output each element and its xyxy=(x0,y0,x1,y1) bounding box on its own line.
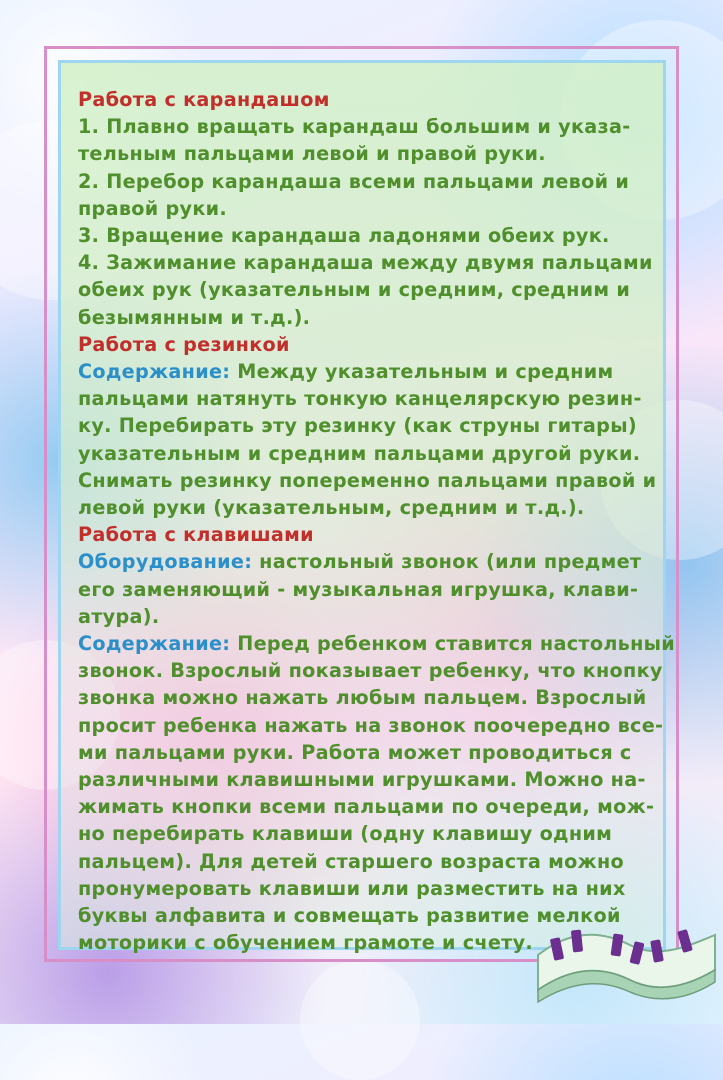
section-heading-rubber-band: Работа с резинкой xyxy=(78,332,290,356)
section-heading-pencil: Работа с карандашом xyxy=(78,88,330,111)
text-line: просит ребенка нажать на звонок поочередно все- xyxy=(78,713,664,737)
equipment-paragraph-start xyxy=(78,548,658,575)
content-paragraph-start xyxy=(78,630,676,657)
text-line: 3. Вращение карандаша ладонями обеих рук. xyxy=(78,224,610,248)
text-line: пронумеровать клавиши или разместить на них xyxy=(78,876,626,900)
text-line: безымянным и т.д.). xyxy=(78,305,311,329)
text-line: ку. Перебирать эту резинку (как струны гитары) xyxy=(78,414,637,438)
text-fragment: настольный звонок (или предмет xyxy=(252,550,642,574)
text-line: указательным и средним пальцами другой руки. xyxy=(78,441,641,465)
text-line: 2. Перебор карандаша всеми пальцами левой и xyxy=(78,169,630,193)
text-line: буквы алфавита и совмещать развитие мелкой xyxy=(78,904,621,928)
document-body xyxy=(78,86,676,957)
text-fragment: Между указательным и средним xyxy=(230,360,614,384)
content-label: Содержание: xyxy=(78,632,231,656)
equipment-label: Оборудование: xyxy=(78,550,253,574)
content-label: Содержание: xyxy=(78,360,231,384)
text-line: но перебирать клавиши (одну клавишу одним xyxy=(78,822,613,846)
text-line: различными клавишными игрушками. Можно на- xyxy=(78,768,646,792)
text-fragment: Перед ребенком ставится настольный xyxy=(230,632,676,656)
bg-bubble xyxy=(300,960,420,1080)
text-line: звонка можно нажать любым пальцем. Взрослый xyxy=(78,686,647,710)
piano-keyboard-icon xyxy=(530,900,720,1005)
text-line: левой руки (указательным, средним и т.д.). xyxy=(78,496,585,520)
text-line: моторики с обучением грамоте и счету. xyxy=(78,931,533,955)
text-line: 4. Зажимание карандаша между двумя пальцами xyxy=(78,251,653,275)
text-line: пальцем). Для детей старшего возраста можно xyxy=(78,849,624,873)
content-paragraph-start xyxy=(78,358,658,385)
text-line: тельным пальцами левой и правой руки. xyxy=(78,142,546,166)
text-line: пальцами натянуть тонкую канцелярскую резин- xyxy=(78,387,642,411)
text-line: обеих рук (указательным и средним, средним и xyxy=(78,278,631,302)
text-line: Снимать резинку попеременно пальцами правой и xyxy=(78,468,657,492)
text-line: его заменяющий - музыкальная игрушка, клави- xyxy=(78,577,639,601)
text-line: атура). xyxy=(78,604,160,628)
text-line: жимать кнопки всеми пальцами по очереди, мож- xyxy=(78,795,655,819)
text-line: ми пальцами руки. Работа может проводиться с xyxy=(78,740,632,764)
text-line: звонок. Взрослый показывает ребенку, что кнопку xyxy=(78,659,663,683)
section-heading-keys: Работа с клавишами xyxy=(78,523,314,547)
text-line: 1. Плавно вращать карандаш большим и указа- xyxy=(78,115,631,139)
text-line: правой руки. xyxy=(78,196,227,220)
